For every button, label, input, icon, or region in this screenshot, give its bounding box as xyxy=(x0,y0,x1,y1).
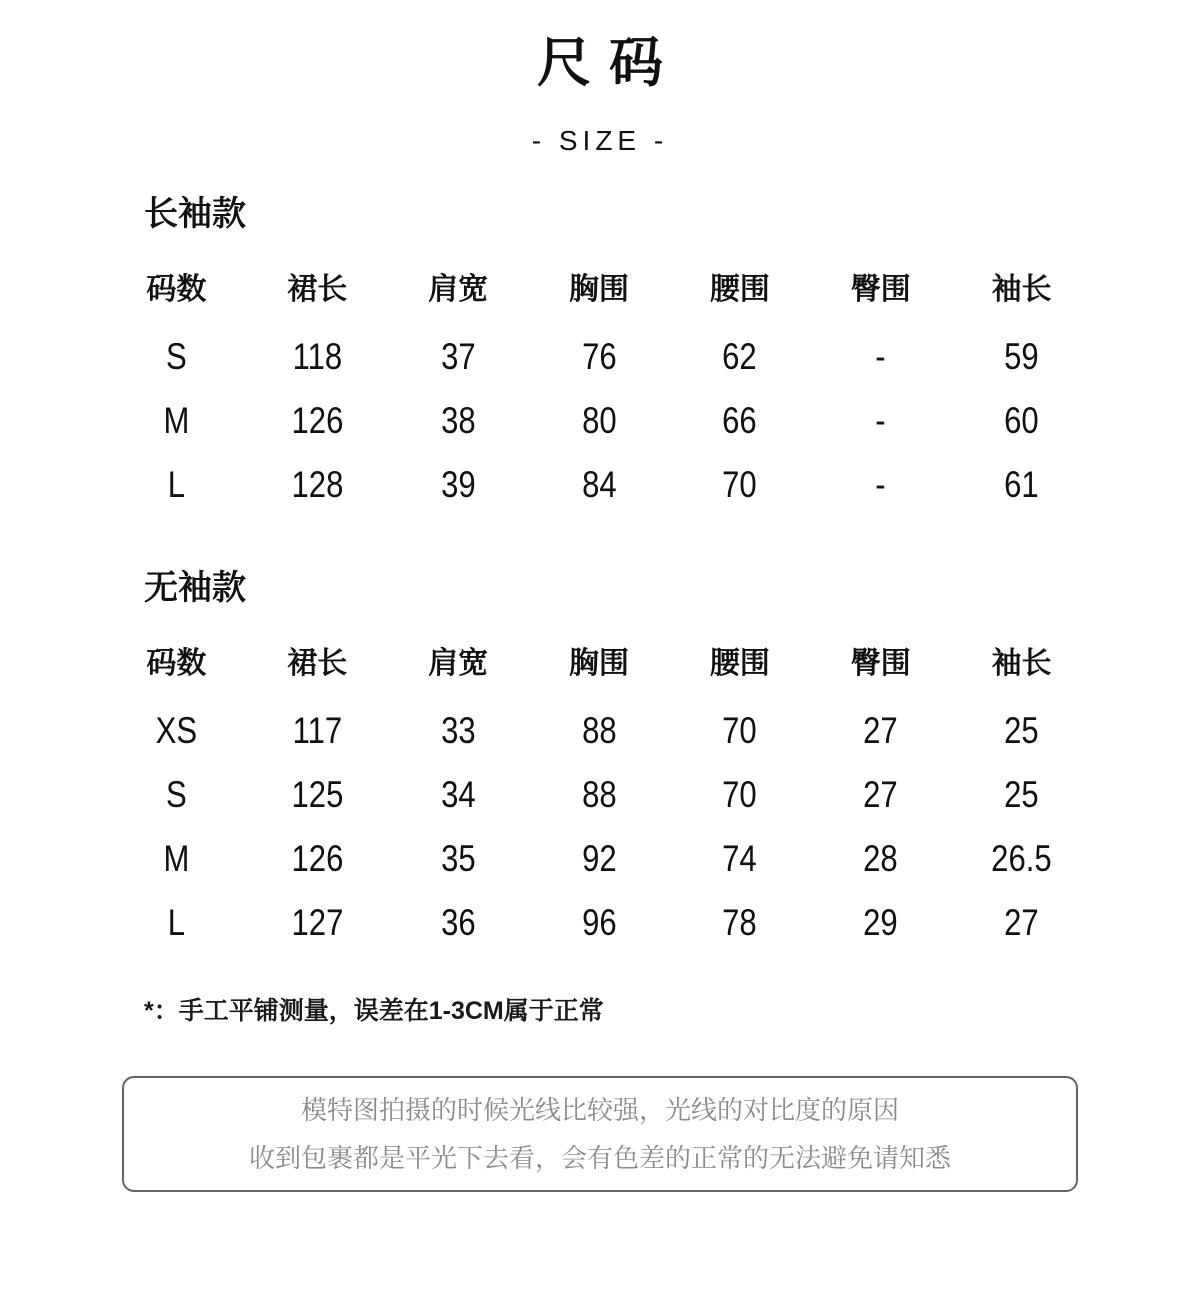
measurement-cell: - xyxy=(875,464,886,505)
measurement-cell: 70 xyxy=(722,464,758,505)
column-header-cell: 肩宽 xyxy=(428,273,489,306)
measurement-cell: 27 xyxy=(1004,902,1039,943)
column-header-cell: 码数 xyxy=(146,273,207,306)
measurement-cell: 117 xyxy=(292,710,343,751)
long-sleeve-size-table xyxy=(106,258,1092,514)
measurement-cell: 59 xyxy=(1004,336,1039,377)
measurement-cell: 127 xyxy=(291,902,344,943)
size-label-cell: M xyxy=(163,400,190,441)
measurement-cell: 88 xyxy=(581,710,617,751)
measurement-cell: 25 xyxy=(1004,774,1039,815)
column-header-cell: 腰围 xyxy=(709,273,770,306)
measurement-cell: 62 xyxy=(722,336,758,377)
notice-line-1: 模特图拍摄的时候光线比较强，光线的对比度的原因 xyxy=(300,1095,899,1125)
measurement-cell: 60 xyxy=(1004,400,1039,441)
measurement-cell: 88 xyxy=(581,774,617,815)
measurement-cell: 28 xyxy=(863,838,898,879)
column-header-cell: 胸围 xyxy=(568,647,629,680)
measurement-cell: 27 xyxy=(863,774,898,815)
column-header-cell: 腰围 xyxy=(709,647,770,680)
measurement-cell: 27 xyxy=(863,710,898,751)
measurement-cell: 35 xyxy=(440,838,476,879)
section-sleeveless xyxy=(0,570,1200,952)
measurement-cell: - xyxy=(875,336,886,377)
column-header-cell: 肩宽 xyxy=(428,647,489,680)
column-header-cell: 胸围 xyxy=(568,273,629,306)
measurement-disclaimer: *：手工平铺测量，误差在1-3CM属于正常 xyxy=(144,997,604,1025)
measurement-cell: 80 xyxy=(581,400,617,441)
measurement-cell: 70 xyxy=(722,774,758,815)
measurement-cell: 126 xyxy=(291,838,344,879)
column-header-cell: 裙长 xyxy=(287,647,348,680)
measurement-cell: 118 xyxy=(292,336,343,377)
measurement-cell: 33 xyxy=(440,710,476,751)
section-heading-sleeveless: 无袖款 xyxy=(144,569,246,607)
measurement-cell: 61 xyxy=(1004,464,1039,505)
size-label-cell: XS xyxy=(155,710,198,751)
measurement-cell: 29 xyxy=(863,902,898,943)
sleeveless-size-table xyxy=(106,632,1092,952)
measurement-cell: - xyxy=(875,400,886,441)
column-header-cell: 裙长 xyxy=(287,273,348,306)
measurement-cell: 92 xyxy=(581,838,617,879)
size-label-cell: L xyxy=(167,464,186,505)
page-subtitle: - SIZE - xyxy=(531,125,669,156)
column-header-cell: 袖长 xyxy=(991,647,1052,680)
measurement-cell: 36 xyxy=(440,902,476,943)
size-label-cell: M xyxy=(163,838,190,879)
size-label-cell: S xyxy=(166,774,187,815)
color-difference-notice-box xyxy=(122,1076,1078,1192)
measurement-cell: 39 xyxy=(440,464,476,505)
section-heading-long-sleeve: 长袖款 xyxy=(144,195,246,233)
section-long-sleeve xyxy=(0,196,1200,514)
size-label-cell: S xyxy=(166,336,187,377)
column-header-cell: 袖长 xyxy=(991,273,1052,306)
measurement-cell: 34 xyxy=(440,774,476,815)
measurement-cell: 128 xyxy=(291,464,344,505)
measurement-cell: 74 xyxy=(722,838,758,879)
column-header-cell: 码数 xyxy=(146,647,207,680)
measurement-cell: 66 xyxy=(722,400,758,441)
measurement-cell: 26.5 xyxy=(991,838,1052,879)
measurement-cell: 125 xyxy=(291,774,344,815)
measurement-cell: 38 xyxy=(440,400,476,441)
measurement-cell: 126 xyxy=(291,400,344,441)
measurement-cell: 84 xyxy=(581,464,617,505)
size-label-cell: L xyxy=(167,902,186,943)
measurement-cell: 37 xyxy=(440,336,476,377)
notice-line-2: 收到包裹都是平光下去看，会有色差的正常的无法避免请知悉 xyxy=(248,1143,951,1173)
measurement-cell: 76 xyxy=(581,336,617,377)
measurement-cell: 25 xyxy=(1004,710,1039,751)
measurement-cell: 70 xyxy=(722,710,758,751)
column-header-cell: 臀围 xyxy=(850,273,911,306)
page-title: 尺码 xyxy=(537,33,681,93)
measurement-cell: 78 xyxy=(722,902,758,943)
column-header-cell: 臀围 xyxy=(850,647,911,680)
measurement-cell: 96 xyxy=(581,902,617,943)
